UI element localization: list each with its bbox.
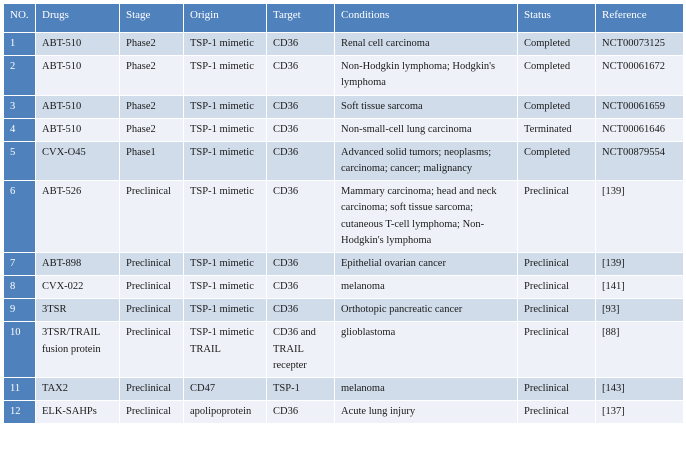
cell-target-line: CD36 and (273, 327, 316, 339)
cell-status-line: Completed (524, 38, 571, 49)
cell-drugs (36, 377, 120, 400)
cell-target (267, 181, 335, 253)
cell-status (518, 252, 596, 275)
cell-drugs (36, 299, 120, 322)
cell-reference-line: [88] (602, 327, 620, 339)
cell-conditions-line: melanoma (341, 382, 385, 394)
cell-conditions (335, 322, 518, 378)
cell-stage (120, 141, 184, 180)
cell-stage (120, 252, 184, 275)
column-header-status: Status (518, 4, 596, 33)
cell-drugs (36, 33, 120, 56)
cell-conditions (335, 181, 518, 253)
cell-target (267, 276, 335, 299)
cell-stage-line: Preclinical (126, 327, 171, 339)
cell-conditions-line: Renal cell carcinoma (341, 38, 430, 49)
cell-reference (596, 401, 684, 424)
cell-status (518, 95, 596, 118)
cell-drugs-line: CVX-022 (42, 281, 84, 293)
cell-target (267, 118, 335, 141)
cell-status (518, 118, 596, 141)
cell-stage (120, 401, 184, 424)
cell-stage-line: Preclinical (126, 186, 171, 198)
cell-origin (184, 95, 267, 118)
cell-drugs (36, 252, 120, 275)
cell-drugs (36, 181, 120, 253)
cell-drugs-line: CVX-O45 (42, 146, 86, 158)
cell-conditions (335, 33, 518, 56)
cell-conditions-line: Mammary carcinoma; head and neck (341, 186, 497, 198)
cell-stage (120, 181, 184, 253)
cell-stage-line: Preclinical (126, 281, 171, 293)
cell-conditions (335, 299, 518, 322)
cell-no: 4 (4, 118, 36, 141)
cell-drugs-line: 3TSR/TRAIL (42, 327, 101, 339)
cell-origin-line: TSP-1 mimetic (190, 38, 254, 49)
cell-status-line: Completed (524, 100, 571, 112)
cell-reference (596, 299, 684, 322)
cell-conditions-line: lymphoma (341, 77, 386, 89)
table-header (4, 4, 684, 33)
cell-conditions-line: glioblastoma (341, 327, 396, 339)
cell-reference (596, 252, 684, 275)
cell-status-line: Preclinical (524, 406, 569, 418)
cell-target (267, 56, 335, 95)
cell-no: 11 (4, 377, 36, 400)
cell-reference (596, 322, 684, 378)
cell-reference (596, 377, 684, 400)
table-row (4, 401, 684, 424)
cell-origin-line: apolipoprotein (190, 406, 252, 418)
cell-origin-line: TSP-1 mimetic (190, 146, 254, 158)
cell-drugs-line: TAX2 (42, 382, 68, 394)
cell-target (267, 322, 335, 378)
cell-status-line: Preclinical (524, 304, 569, 316)
table-row (4, 56, 684, 95)
cell-target-line: CD36 (273, 406, 299, 418)
cell-origin (184, 322, 267, 378)
cell-target-line: TRAIL (273, 343, 304, 355)
drug-table (3, 3, 684, 424)
cell-status-line: Preclinical (524, 186, 569, 198)
cell-origin (184, 181, 267, 253)
cell-target-line: CD36 (273, 304, 299, 316)
table-row (4, 299, 684, 322)
cell-drugs-line: ABT-510 (42, 38, 82, 49)
cell-drugs (36, 56, 120, 95)
cell-status (518, 141, 596, 180)
cell-conditions-line: carcinoma; soft tissue sarcoma; (341, 202, 474, 214)
cell-stage-line: Phase2 (126, 100, 156, 112)
cell-status-line: Terminated (524, 123, 572, 135)
cell-target-line: CD36 (273, 61, 299, 73)
cell-reference (596, 56, 684, 95)
column-header-reference: Reference (596, 4, 684, 33)
cell-status (518, 299, 596, 322)
cell-reference-line: [141] (602, 281, 625, 293)
cell-reference-line: [143] (602, 382, 625, 394)
cell-stage (120, 118, 184, 141)
cell-drugs-line: fusion protein (42, 343, 101, 355)
cell-status (518, 181, 596, 253)
cell-drugs-line: ABT-510 (42, 123, 82, 135)
cell-stage (120, 377, 184, 400)
cell-stage-line: Preclinical (126, 406, 171, 418)
cell-stage-line: Preclinical (126, 382, 171, 394)
column-header-no: NO. (4, 4, 36, 33)
column-header-stage: Stage (120, 4, 184, 33)
cell-stage (120, 56, 184, 95)
table-row (4, 181, 684, 253)
table-row (4, 33, 684, 56)
cell-origin-line: TRAIL (190, 343, 221, 355)
cell-conditions (335, 141, 518, 180)
cell-target (267, 252, 335, 275)
cell-drugs-line: ABT-526 (42, 186, 82, 198)
cell-stage (120, 95, 184, 118)
cell-reference-line: NCT00061646 (602, 123, 665, 135)
cell-conditions-line: Non-Hodgkin lymphoma; Hodgkin's (341, 61, 496, 73)
cell-reference (596, 118, 684, 141)
cell-target-line: TSP-1 (273, 382, 300, 394)
cell-target-line: CD36 (273, 186, 299, 198)
cell-stage (120, 276, 184, 299)
cell-reference (596, 33, 684, 56)
cell-status-line: Completed (524, 146, 571, 158)
cell-reference (596, 95, 684, 118)
column-header-target: Target (267, 4, 335, 33)
cell-reference (596, 276, 684, 299)
cell-conditions-line: Non-small-cell lung carcinoma (341, 123, 472, 135)
cell-reference (596, 181, 684, 253)
cell-target (267, 141, 335, 180)
cell-origin-line: TSP-1 mimetic (190, 186, 254, 198)
cell-stage-line: Phase1 (126, 146, 156, 158)
cell-target (267, 33, 335, 56)
cell-target (267, 377, 335, 400)
cell-conditions (335, 377, 518, 400)
cell-origin (184, 33, 267, 56)
cell-reference-line: NCT00061659 (602, 100, 665, 112)
cell-drugs-line: ELK-SAHPs (42, 406, 97, 418)
cell-target-line: CD36 (273, 281, 299, 293)
table-header-row (4, 4, 684, 33)
cell-no: 3 (4, 95, 36, 118)
cell-conditions-line: cutaneous T-cell lymphoma; Non- (341, 218, 485, 230)
cell-drugs (36, 141, 120, 180)
cell-stage-line: Phase2 (126, 38, 156, 49)
cell-status (518, 377, 596, 400)
cell-origin (184, 141, 267, 180)
cell-origin-line: TSP-1 mimetic (190, 304, 254, 316)
cell-target-line: CD36 (273, 38, 299, 49)
cell-reference-line: [93] (602, 304, 620, 316)
cell-origin-line: TSP-1 mimetic (190, 100, 254, 112)
cell-drugs (36, 322, 120, 378)
cell-conditions (335, 118, 518, 141)
table-row (4, 377, 684, 400)
cell-no: 10 (4, 322, 36, 378)
cell-drugs-line: 3TSR (42, 304, 67, 316)
cell-target-line: CD36 (273, 257, 299, 269)
cell-origin (184, 377, 267, 400)
cell-origin (184, 56, 267, 95)
column-header-conditions: Conditions (335, 4, 518, 33)
cell-conditions-line: Soft tissue sarcoma (341, 100, 423, 112)
table-row (4, 118, 684, 141)
cell-conditions (335, 95, 518, 118)
cell-stage (120, 299, 184, 322)
cell-status-line: Preclinical (524, 327, 569, 339)
cell-origin-line: TSP-1 mimetic (190, 257, 254, 269)
cell-status-line: Preclinical (524, 382, 569, 394)
cell-target (267, 95, 335, 118)
cell-reference (596, 141, 684, 180)
cell-reference-line: NCT00061672 (602, 61, 665, 73)
cell-conditions (335, 252, 518, 275)
cell-no: 1 (4, 33, 36, 56)
cell-target-line: CD36 (273, 146, 299, 158)
cell-target-line: CD36 (273, 123, 299, 135)
cell-stage-line: Preclinical (126, 257, 171, 269)
cell-status-line: Preclinical (524, 257, 569, 269)
cell-no: 7 (4, 252, 36, 275)
cell-stage-line: Phase2 (126, 61, 156, 73)
cell-reference-line: [139] (602, 257, 625, 269)
cell-status-line: Preclinical (524, 281, 569, 293)
cell-drugs-line: ABT-510 (42, 61, 82, 73)
table-body (4, 33, 684, 424)
cell-conditions (335, 401, 518, 424)
cell-reference-line: NCT00073125 (602, 38, 665, 49)
cell-no: 2 (4, 56, 36, 95)
cell-no: 5 (4, 141, 36, 180)
cell-stage (120, 33, 184, 56)
cell-reference-line: NCT00879554 (602, 146, 665, 158)
cell-target (267, 299, 335, 322)
cell-drugs (36, 276, 120, 299)
cell-target-line: recepter (273, 359, 307, 371)
table-row (4, 252, 684, 275)
cell-drugs (36, 118, 120, 141)
cell-conditions (335, 276, 518, 299)
cell-stage (120, 322, 184, 378)
cell-origin (184, 118, 267, 141)
cell-target (267, 401, 335, 424)
cell-status (518, 401, 596, 424)
cell-origin (184, 401, 267, 424)
cell-status (518, 56, 596, 95)
cell-origin-line: CD47 (190, 382, 216, 394)
cell-stage-line: Preclinical (126, 304, 171, 316)
cell-conditions-line: Orthotopic pancreatic cancer (341, 304, 463, 316)
cell-origin (184, 252, 267, 275)
cell-status (518, 276, 596, 299)
cell-status-line: Completed (524, 61, 571, 73)
table-row (4, 276, 684, 299)
table-row (4, 141, 684, 180)
cell-origin-line: TSP-1 mimetic (190, 123, 254, 135)
cell-target-line: CD36 (273, 100, 299, 112)
column-header-drugs: Drugs (36, 4, 120, 33)
cell-drugs-line: ABT-510 (42, 100, 82, 112)
column-header-origin: Origin (184, 4, 267, 33)
cell-drugs (36, 401, 120, 424)
cell-conditions (335, 56, 518, 95)
cell-origin (184, 276, 267, 299)
cell-conditions-line: Advanced solid tumors; neoplasms; (341, 146, 492, 158)
cell-status (518, 33, 596, 56)
cell-conditions-line: Acute lung injury (341, 406, 416, 418)
cell-no: 9 (4, 299, 36, 322)
cell-conditions-line: Epithelial ovarian cancer (341, 257, 446, 269)
cell-reference-line: [139] (602, 186, 625, 198)
cell-origin-line: TSP-1 mimetic (190, 61, 254, 73)
cell-status (518, 322, 596, 378)
cell-origin-line: TSP-1 mimetic (190, 281, 254, 293)
cell-no: 8 (4, 276, 36, 299)
table-row (4, 322, 684, 378)
cell-conditions-line: melanoma (341, 281, 385, 293)
cell-drugs-line: ABT-898 (42, 257, 82, 269)
cell-origin (184, 299, 267, 322)
cell-drugs (36, 95, 120, 118)
cell-no: 6 (4, 181, 36, 253)
cell-reference-line: [137] (602, 406, 625, 418)
cell-stage-line: Phase2 (126, 123, 156, 135)
cell-origin-line: TSP-1 mimetic (190, 327, 254, 339)
table-row (4, 95, 684, 118)
cell-conditions-line: carcinoma; cancer; malignancy (341, 163, 473, 175)
cell-conditions-line: Hodgkin's lymphoma (341, 234, 432, 246)
cell-no: 12 (4, 401, 36, 424)
